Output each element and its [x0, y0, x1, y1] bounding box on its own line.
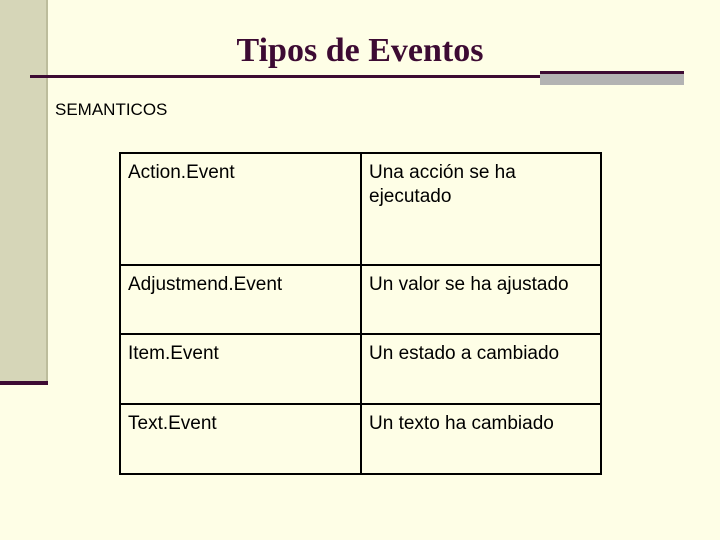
slide-title: Tipos de Eventos: [236, 32, 484, 69]
title-underline-accent: [540, 71, 684, 85]
slide-subtitle: SEMANTICOS: [55, 100, 168, 119]
event-name-cell: Text.Event: [120, 404, 361, 474]
event-name-cell: Item.Event: [120, 334, 361, 404]
title-underline: [30, 75, 540, 78]
event-description-cell: Una acción se ha ejecutado: [361, 153, 601, 265]
event-description-cell: Un valor se ha ajustado: [361, 265, 601, 335]
event-name-cell: Action.Event: [120, 153, 361, 265]
event-description-cell: Un estado a cambiado: [361, 334, 601, 404]
left-bar-accent-line: [0, 381, 48, 385]
table-row: [120, 153, 601, 265]
table-row: [120, 265, 601, 335]
event-name-cell: Adjustmend.Event: [120, 265, 361, 335]
table-row: [120, 334, 601, 404]
events-table: [119, 152, 602, 475]
table-row: [120, 404, 601, 474]
event-description-cell: Un texto ha cambiado: [361, 404, 601, 474]
